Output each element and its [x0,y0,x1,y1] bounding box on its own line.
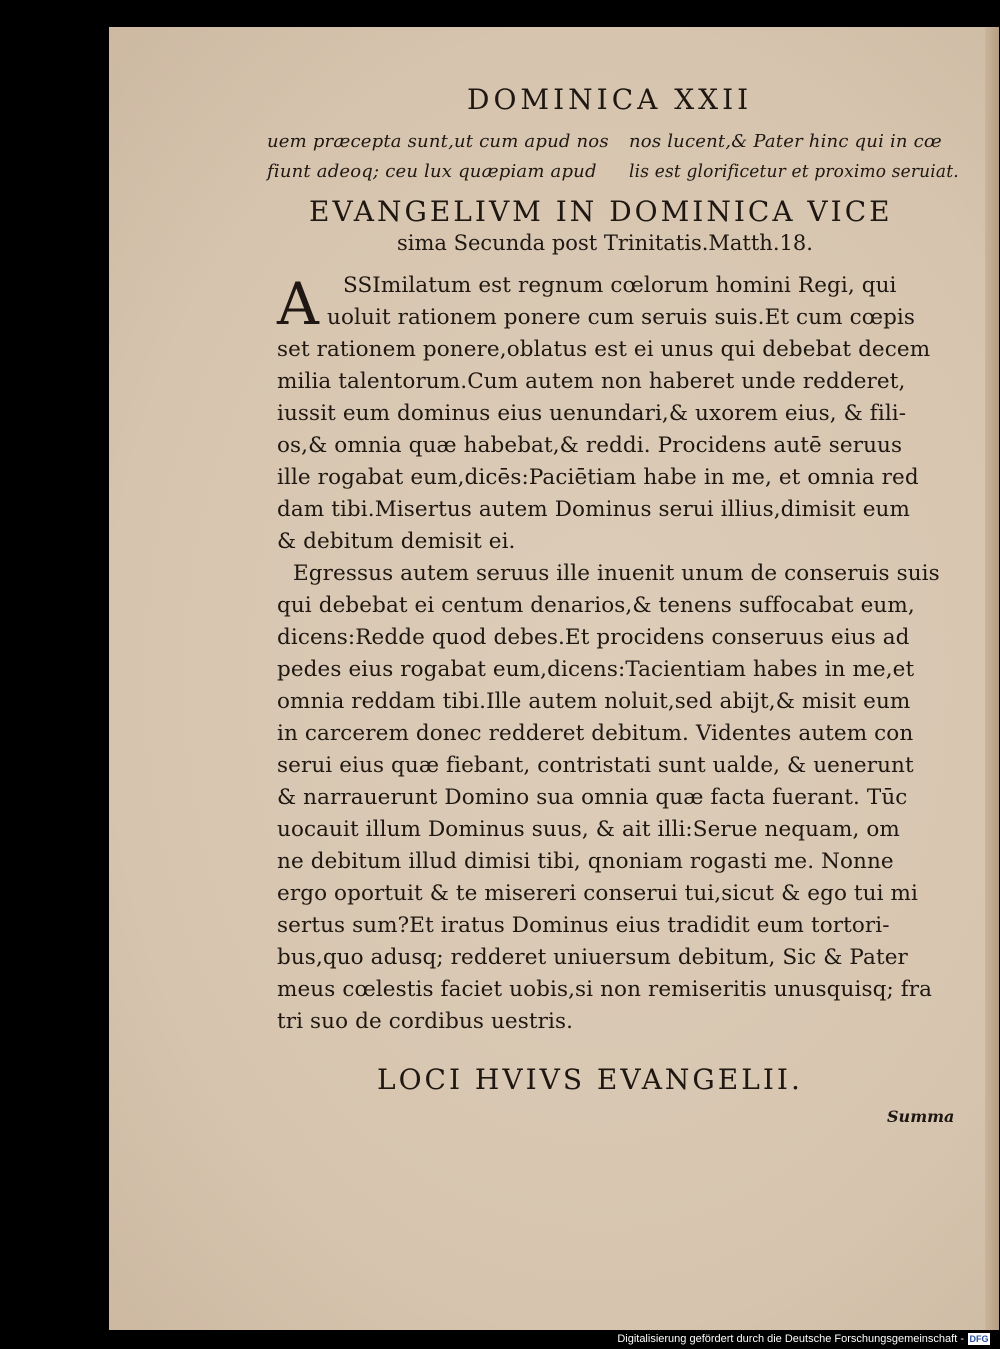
page-gutter-edge [985,27,999,1330]
body-line: tri suo de cordibus uestris. [277,1009,574,1034]
body-line: SSImilatum est regnum cœlorum homini Regi, qui [343,273,897,298]
body-line: meus cœlestis faciet uobis,si non remiseritis unusquisq; fra [277,977,933,1002]
book-page [109,27,999,1330]
body-line: & narrauerunt Domino sua omnia quæ facta fuerant. Tūc [277,785,908,810]
body-line: qui debebat ei centum denarios,& tenens suffocabat eum, [277,593,915,618]
body-line: bus,quo adusq; redderet uniuersum debitum, Sic & Pater [277,945,908,970]
intro-line-left: fiunt adeoq; ceu lux quæpiam apud [267,161,597,182]
gospel-subtitle: sima Secunda post Trinitatis.Matth.18. [397,231,813,255]
loci-heading: LOCI HVIVS EVANGELII. [377,1063,803,1096]
body-line: ne debitum illud dimisi tibi, qnoniam rogasti me. Nonne [277,849,894,874]
catchword: Summa [887,1107,955,1126]
body-line: & debitum demisit ei. [277,529,516,554]
body-line: dicens:Redde quod debes.Et procidens conseruus eius ad [277,625,910,650]
body-line: serui eius quæ fiebant, contristati sunt ualde, & uenerunt [277,753,914,778]
dfg-logo: DFG [969,1334,989,1344]
intro-line-right: lis est glorificetur et proximo seruiat. [629,161,959,182]
body-line: sertus sum?Et iratus Dominus eius tradidit eum tortori- [277,913,890,938]
body-line: uoluit rationem ponere cum seruis suis.Et cum cœpis [327,305,916,330]
intro-line-right: nos lucent,& Pater hinc qui in cœ [629,131,942,152]
gospel-title: EVANGELIVM IN DOMINICA VICE [309,195,893,228]
body-line: set rationem ponere,oblatus est ei unus qui debebat decem [277,337,931,362]
drop-cap: A [277,270,319,338]
body-line: os,& omnia quæ habebat,& reddi. Procidens autē seruus [277,433,903,458]
running-header: DOMINICA XXII [467,83,753,116]
body-line: in carcerem donec redderet debitum. Videntes autem con [277,721,914,746]
body-line: dam tibi.Misertus autem Dominus serui illius,dimisit eum [277,497,910,522]
intro-line-left: uem præcepta sunt,ut cum apud nos [267,131,609,152]
body-line: ergo oportuit & te misereri conserui tui,sicut & ego tui mi [277,881,918,906]
body-line: milia talentorum.Cum autem non haberet unde redderet, [277,369,906,394]
body-line: uocauit illum Dominus suus, & ait illi:Serue nequam, om [277,817,900,842]
body-line: iussit eum dominus eius uenundari,& uxorem eius, & fili- [277,401,907,426]
footer-credit: Digitalisierung gefördert durch die Deutsche Forschungsgemeinschaft - [617,1333,964,1345]
body-line: omnia reddam tibi.Ille autem noluit,sed abijt,& misit eum [277,689,911,714]
body-line: pedes eius rogabat eum,dicens:Tacientiam habes in me,et [277,657,915,682]
body-line: ille rogabat eum,dicēs:Paciētiam habe in me, et omnia red [277,465,919,490]
body-line: Egressus autem seruus ille inuenit unum de conseruis suis [293,561,940,586]
